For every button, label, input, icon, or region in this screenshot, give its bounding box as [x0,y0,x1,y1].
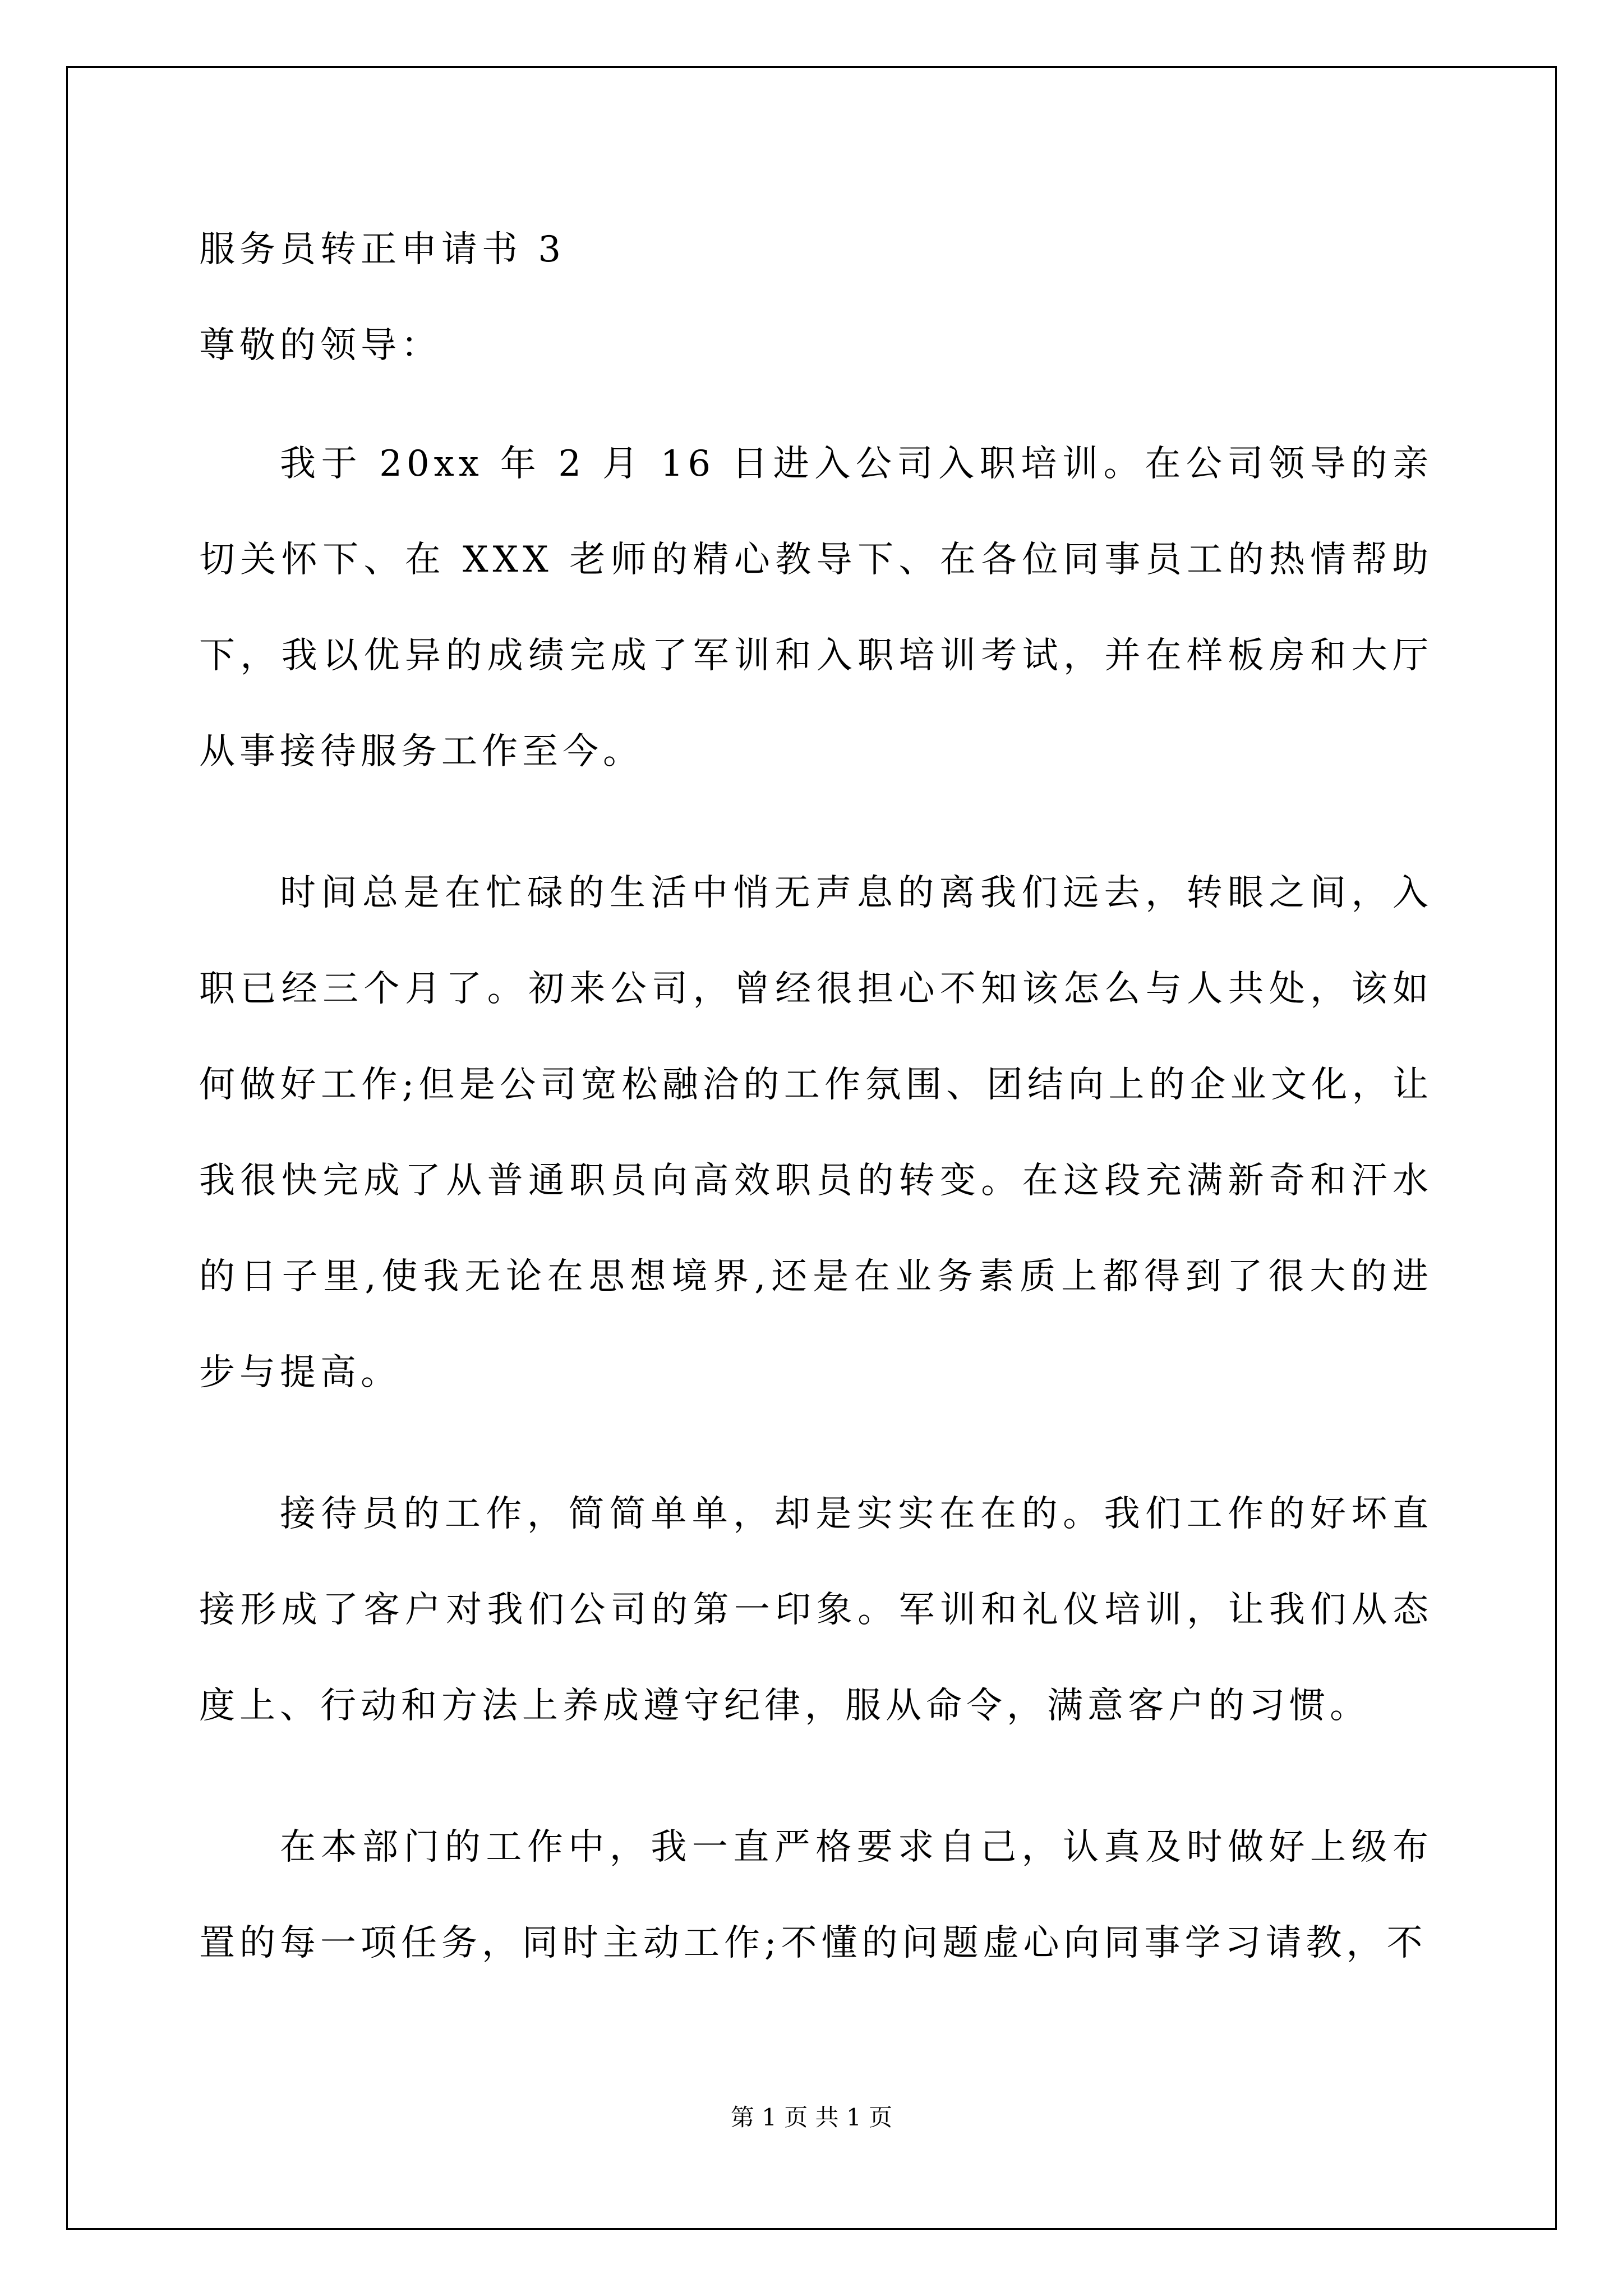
document-body [199,224,1433,1991]
paragraph-4: 在本部门的工作中，我一直严格要求自己，认真及时做好上级布置的每一项任务，同时主动工作;不懂的问题虚心向同事学习请教，不 [199,1826,1433,1964]
document-title: 服务员转正申请书 3 [199,229,566,270]
salutation: 尊敬的领导： [199,325,441,366]
paragraph-1: 我于 20xx 年 2 月 16 日进入公司入职培训。在公司领导的亲切关怀下、在 XXX 老师的精心教导下、在各位同事员工的热情帮助下，我以优异的成绩完成了军训和入职培训考试，并在样板房和大厅从事接待服务工作至今。 [199,443,1433,772]
page-footer: 第 1 页 共 1 页 [730,2104,893,2131]
paragraph-3: 接待员的工作，简简单单，却是实实在在的。我们工作的好坏直接形成了客户对我们公司的第一印象。军训和礼仪培训，让我们从态度上、行动和方法上养成遵守纪律，服从命令，满意客户的习惯。 [199,1493,1433,1727]
paragraph-2: 时间总是在忙碌的生活中悄无声息的离我们远去，转眼之间，入职已经三个月了。初来公司，曾经很担心不知该怎么与人共处，该如何做好工作;但是公司宽松融洽的工作氛围、团结向上的企业文化，让我很快完成了从普通职员向高效职员的转变。在这段充满新奇和汗水的日子里,使我无论在思想境界,还是在业务素质上都得到了很大的进步与提高。 [199,872,1433,1393]
